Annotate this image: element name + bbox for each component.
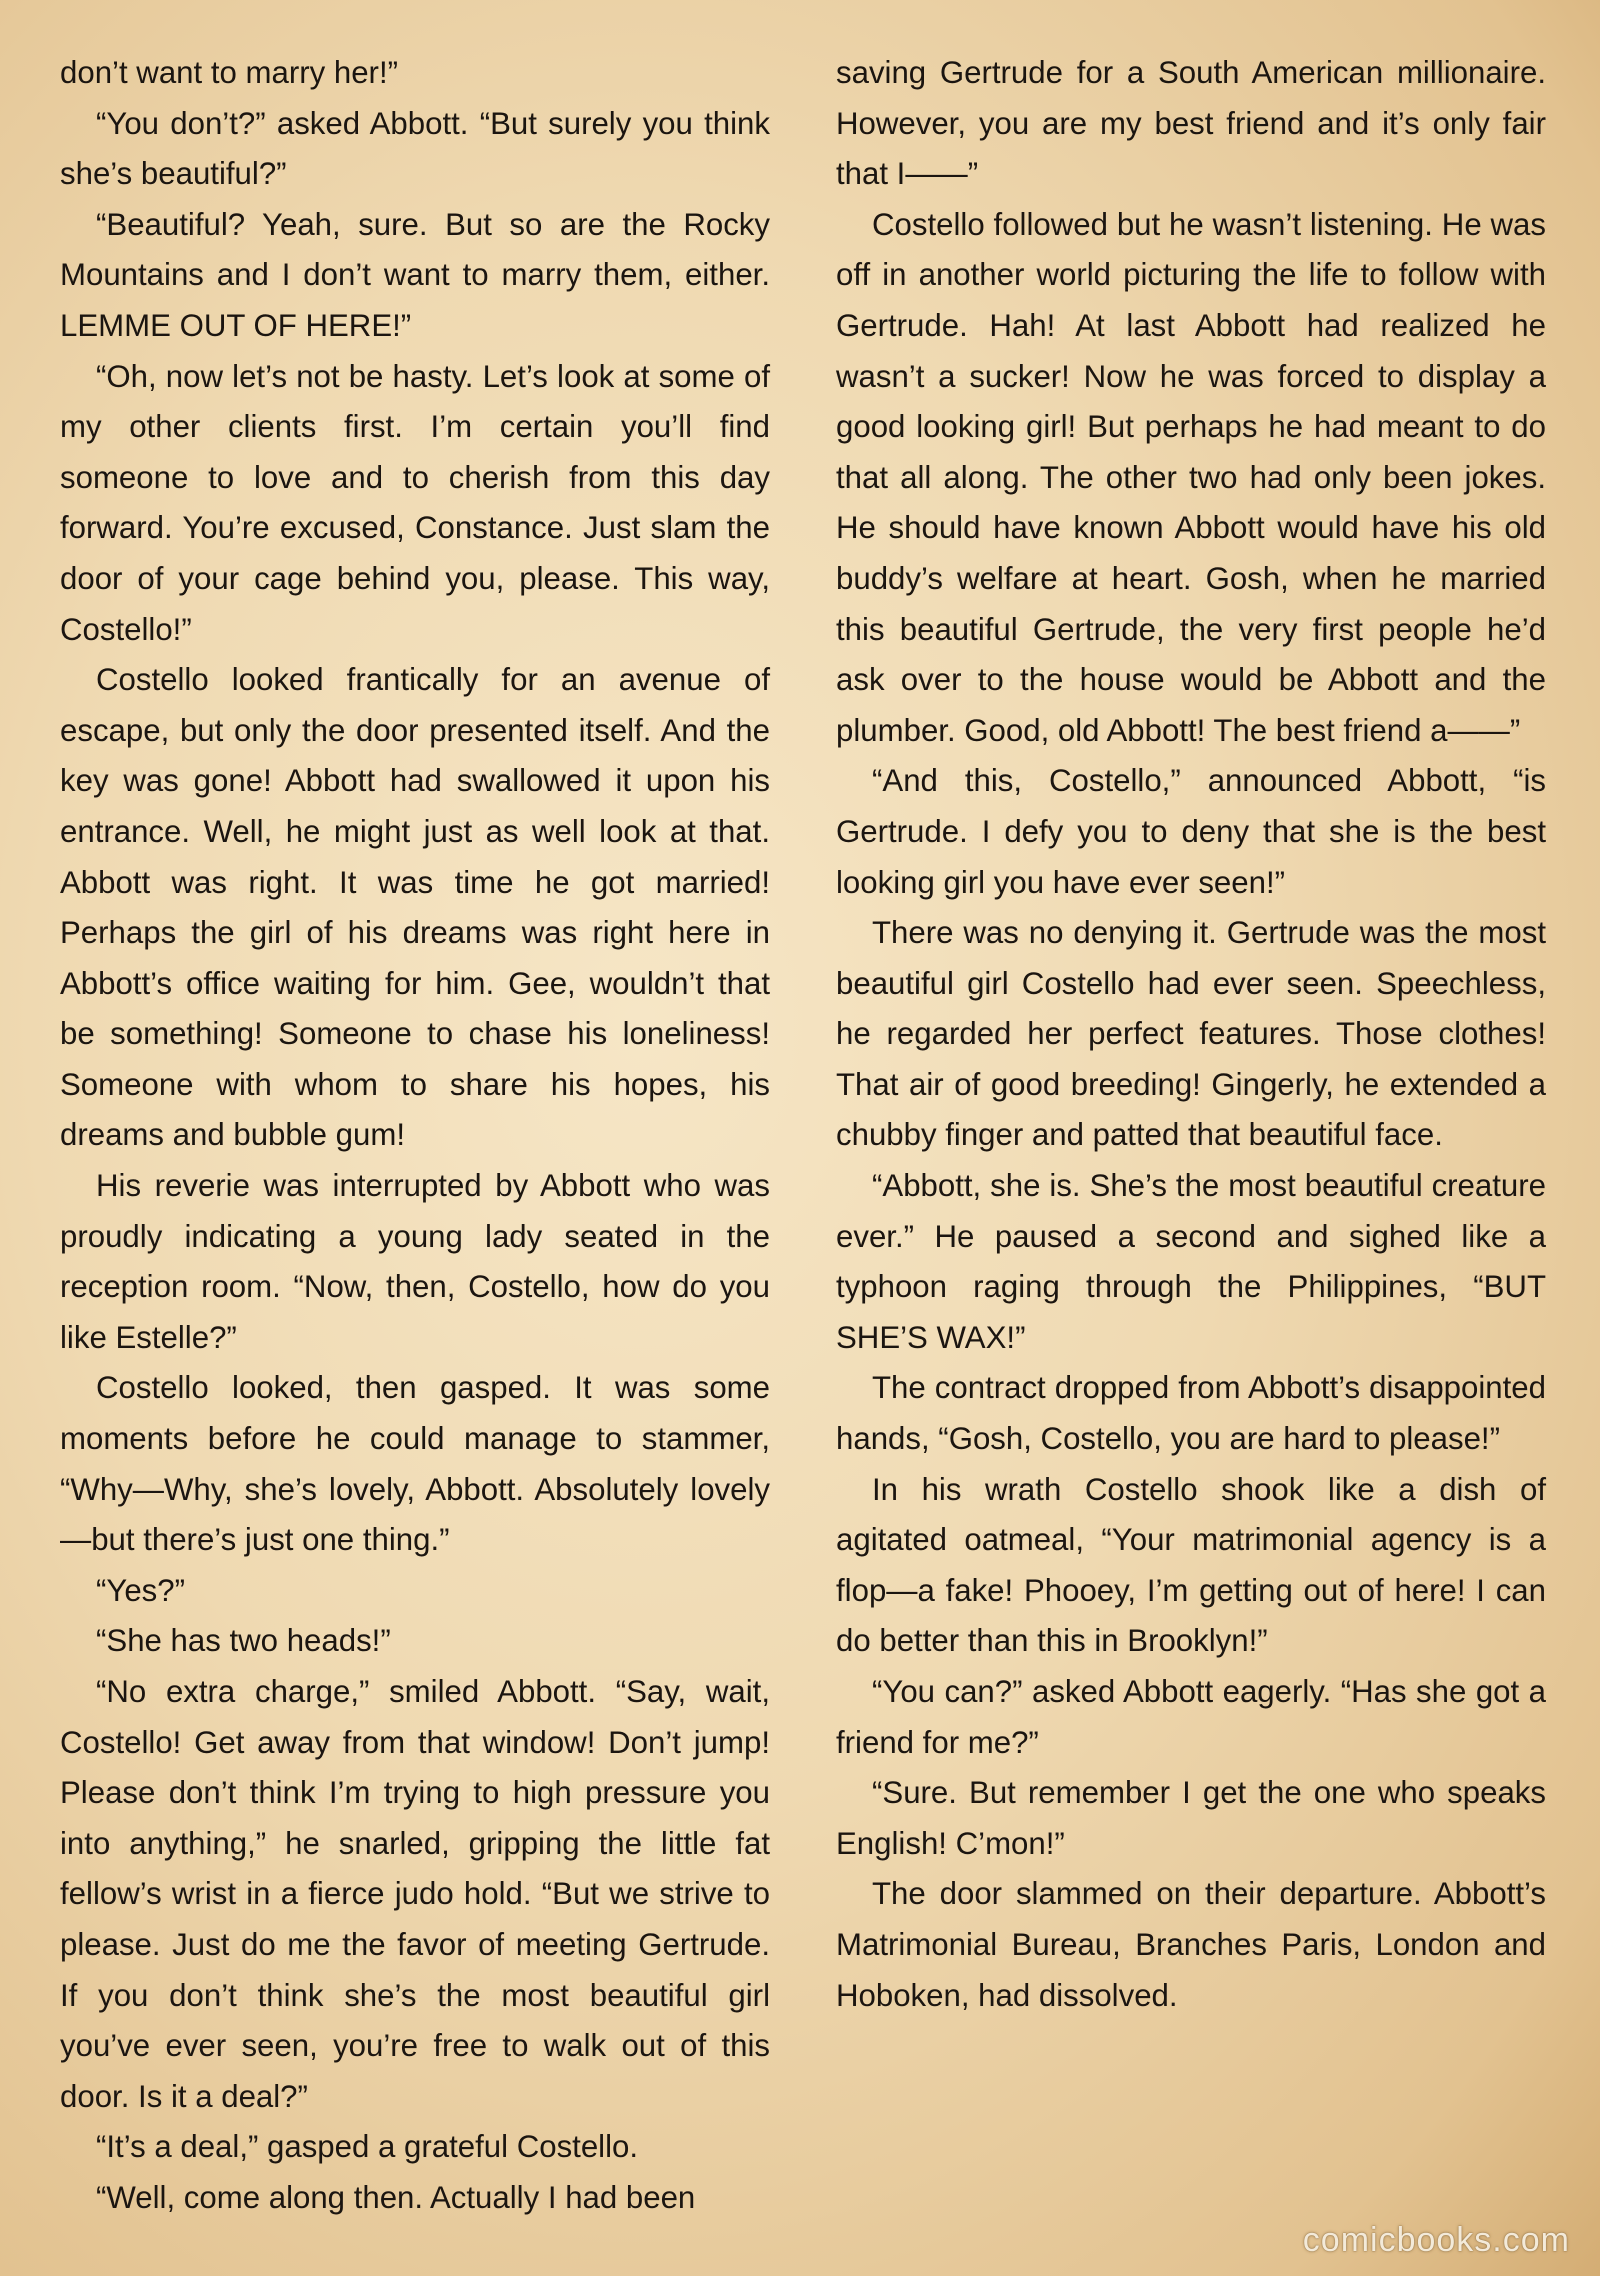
paragraph: saving Gertrude for a South American millionaire. However, you are my best friend and it’s only fair that I——” [836,55,1546,192]
paragraph: “And this, Costello,” announced Abbott, “is Gertrude. I defy you to deny that she is the best looking girl you have ever seen!” [836,763,1546,900]
paragraph: There was no denying it. Gertrude was the most beautiful girl Costello had ever seen. Speechless, he regarded her perfect features. Those clothes! That air of good breeding! Gingerly, he extended a chubby finger and patted that beautiful face. [836,915,1546,1153]
paragraph: Costello looked frantically for an avenue of escape, but only the door presented itself. And the key was gone! Abbott had swallowed it upon his entrance. Well, he might just as well look at that. Abbott was right. It was time he got married! Perhaps the girl of his dreams was right here in Abbott’s office waiting for him. Gee, wouldn’t that be something! Someone to chase his loneliness! Someone with whom to share his hopes, his dreams and bubble gum! [60,662,770,1153]
paragraph: “Abbott, she is. She’s the most beautiful creature ever.” He paused a second and sighed like a typhoon raging through the Philippines, “BUT SHE’S WAX!” [836,1168,1546,1355]
paragraph: “You can?” asked Abbott eagerly. “Has she got a friend for me?” [836,1674,1546,1760]
paragraph: Costello looked, then gasped. It was some moments before he could manage to stammer, “Why—Why, she’s lovely, Abbott. Absolutely lovely—but there’s just one thing.” [60,1370,770,1558]
left-column [60,48,770,2224]
paragraph: “It’s a deal,” gasped a grateful Costello. [96,2129,639,2165]
paragraph: “She has two heads!” [96,1623,391,1659]
paragraph: “Yes?” [96,1572,185,1608]
paragraph: “Sure. But remember I get the one who speaks English! C’mon!” [836,1775,1546,1861]
paragraph: In his wrath Costello shook like a dish of agitated oatmeal, “Your matrimonial agency is a flop—a fake! Phooey, I’m getting out of here! I can do better than this in Brooklyn!” [836,1471,1546,1659]
paragraph: “You don’t?” asked Abbott. “But surely you think she’s beautiful?” [60,105,770,192]
paragraph: “Beautiful? Yeah, sure. But so are the Rocky Mountains and I don’t want to marry them, either. LEMME OUT OF HERE!” [60,206,770,343]
paragraph: “Well, come along then. Actually I had been [96,2179,696,2215]
paragraph: The door slammed on their departure. Abbott’s Matrimonial Bureau, Branches Paris, London and Hoboken, had dissolved. [836,1876,1546,2013]
paragraph: The contract dropped from Abbott’s disappointed hands, “Gosh, Costello, you are hard to please!” [836,1370,1546,1457]
paragraph: His reverie was interrupted by Abbott who was proudly indicating a young lady seated in the reception room. “Now, then, Costello, how do you like Estelle?” [60,1168,770,1355]
paragraph: Costello followed but he wasn’t listening. He was off in another world picturing the life to follow with Gertrude. Hah! At last Abbott had realized he wasn’t a sucker! Now he was forced to display a good looking girl! But perhaps he had meant to do that all along. The other two had only been jokes. He should have known Abbott would have his old buddy’s welfare at heart. Gosh, when he married this beautiful Gertrude, the very first people he’d ask over to the house would be Abbott and the plumber. Good, old Abbott! The best friend a——” [836,206,1546,748]
watermark: comicbooks.com [1302,2221,1570,2259]
paragraph: don’t want to marry her!” [60,55,398,90]
right-column [836,48,1546,2021]
paragraph: “Oh, now let’s not be hasty. Let’s look at some of my other clients first. I’m certain you’ll find someone to love and to cherish from this day forward. You’re excused, Constance. Just slam the door of your cage behind you, please. This way, Costello!” [60,358,770,647]
paragraph: “No extra charge,” smiled Abbott. “Say, wait, Costello! Get away from that window! Don’t jump! Please don’t think I’m trying to high pressure you into anything,” he snarled, gripping the little fat fellow’s wrist in a fierce judo hold. “But we strive to please. Just do me the favor of meeting Gertrude. If you don’t think she’s the most beautiful girl you’ve ever seen, you’re free to walk out of this door. Is it a deal?” [60,1674,770,2114]
